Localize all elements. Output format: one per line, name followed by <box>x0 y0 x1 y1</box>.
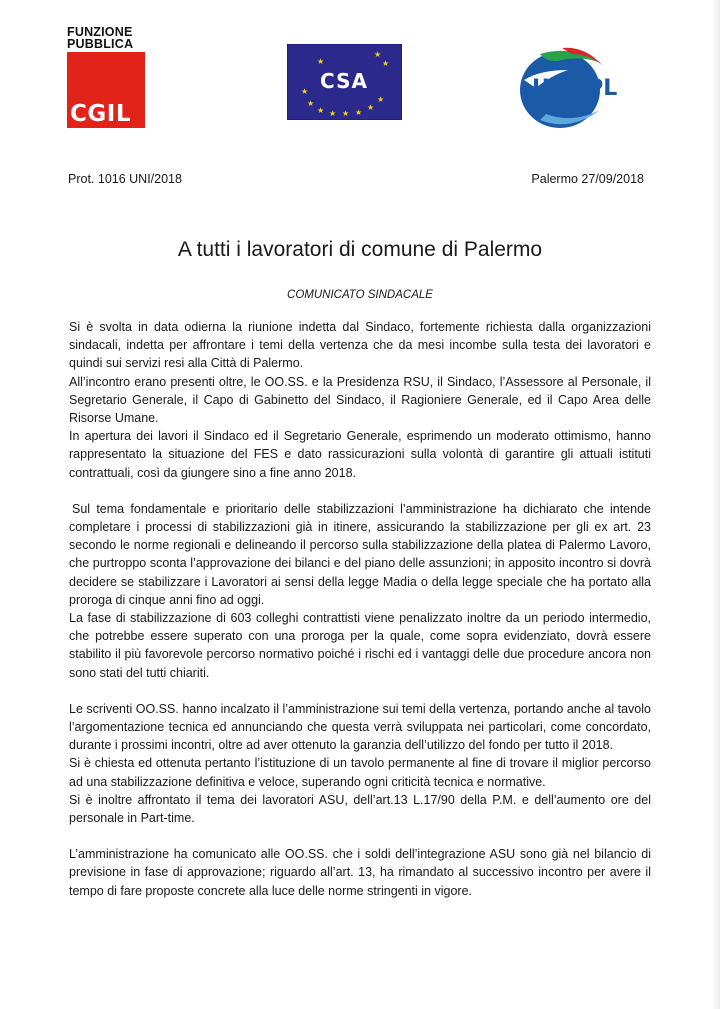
paragraph-meeting: Si è svolta in data odierna la riunione indetta dal Sindaco, fortemente richiesta dalla organizzazioni sindacali, indetta per affrontare i temi della vertenza che da mesi incombe sulla testa dei lavoratori e quindi sui servizi resi alla Città di Palermo. <box>69 320 651 371</box>
csa-logo <box>287 44 402 120</box>
csa-logo-graphic <box>287 44 402 120</box>
document-body <box>69 318 651 900</box>
fp-cgil-wordmark: CGIL <box>70 101 131 127</box>
svg-text:★: ★ <box>307 99 315 108</box>
paragraph-603-colleagues: La fase di stabilizzazione di 603 colleghi contrattisti viene penalizzato inoltre da un periodo intermedio, che potrebbe essere superato con una proroga per la quale, come sopra evidenziato, dovrà essere stabilito il più favorevole percorso normativo poiché i rischi ed i vantaggi delle due procedure ancora non sono stati del tutti chiariti. <box>69 611 651 680</box>
protocol-number: Prot. 1016 UNI/2018 <box>68 172 182 186</box>
svg-text:★: ★ <box>301 87 309 96</box>
svg-text:★: ★ <box>355 108 363 117</box>
fp-cgil-red-block <box>67 52 145 128</box>
page-edge-shadow <box>712 0 720 1009</box>
fp-cgil-logo-line2: PUBBLICA <box>67 37 134 51</box>
paragraph-asu: Si è inoltre affrontato il tema dei lavoratori ASU, dell’art.13 L.17/90 della P.M. e dell’aumento ore del personale in Part-time. <box>69 792 651 826</box>
paragraph-administration: L’amministrazione ha comunicato alle OO.SS. che i soldi dell’integrazione ASU sono già nel bilancio di previsione in fase di approvazione; riguardo all’art. 13, ha rimandato al successivo incontro per avere il tempo di fare proposte concrete alla luce delle norme stringenti in vigore. <box>69 847 651 898</box>
svg-text:★: ★ <box>329 109 337 118</box>
svg-text:★: ★ <box>367 103 375 112</box>
uil-fpl-wordmark: UILFPL <box>532 76 618 101</box>
meta-row <box>68 172 644 190</box>
csa-wordmark: CSA <box>320 69 368 93</box>
svg-text:★: ★ <box>374 50 382 59</box>
paragraph-attendees: All’incontro erano presenti oltre, le OO.SS. e la Presidenza RSU, il Sindaco, l’Assessore al Personale, il Segretario Generale, il Capo di Gabinetto del Sindaco, il Ragioniere Generale, ed il Capo Area delle Risorse Umane. <box>69 374 651 426</box>
document-subtitle: COMUNICATO SINDACALE <box>287 289 433 301</box>
paragraph-stabilizations: Sul tema fondamentale e prioritario delle stabilizzazioni l’amministrazione ha dichiarato che intende completare i processi di stabilizzazioni già in itinere, assicurando la stabilizzazione per gli ex art. 23 secondo le norme regionali e delineando il percorso sulla stabilizzazione della platea di Palermo Lavoro, che purtroppo sconta l’approvazione dei bilanci e del piano delle assunzioni; in apposito incontro si dovrà decidere se stabilizzare i Lavoratori ai sensi della legge Madia o della legge speciale che ha portato alla proroga di cinque anni fino ad oggi. <box>69 501 651 607</box>
uil-fpl-logo <box>510 40 635 135</box>
place-date: Palermo 27/09/2018 <box>531 172 644 186</box>
svg-text:★: ★ <box>342 109 350 118</box>
svg-text:★: ★ <box>382 59 390 68</box>
paragraph-permanent-table: Si è chiesta ed ottenuta pertanto l’istituzione di un tavolo permanente al fine di trovare il miglior percorso ad una stabilizzazione definitiva e veloce, superando ogni criticità tecnica e normative. <box>69 756 651 789</box>
paragraph-opening: In apertura dei lavori il Sindaco ed il Segretario Generale, esprimendo un moderato ottimismo, hanno rappresentato la situazione del FES e dato rassicurazioni sulla volontà di garantire gli attuali istituti contrattuali, così da giungere sino a fine anno 2018. <box>69 429 651 480</box>
svg-text:★: ★ <box>317 57 325 66</box>
svg-text:★: ★ <box>317 106 325 115</box>
fp-cgil-logo <box>67 26 145 128</box>
document-title: A tutti i lavoratori di comune di Palermo <box>177 238 543 261</box>
fp-cgil-logo-line1: FUNZIONE <box>67 25 133 39</box>
svg-text:★: ★ <box>377 95 385 104</box>
paragraph-unions: Le scriventi OO.SS. hanno incalzato il l’amministrazione sui temi della vertenza, portando anche al tavolo l’argomentazione tecnica ed annunciando che questa verrà sviluppata nei particolari, come concordato, durante i prossimi incontri, oltre ad aver ottenuto la garanzia dell’utilizzo del fondo per tutto il 2018. <box>69 701 651 753</box>
